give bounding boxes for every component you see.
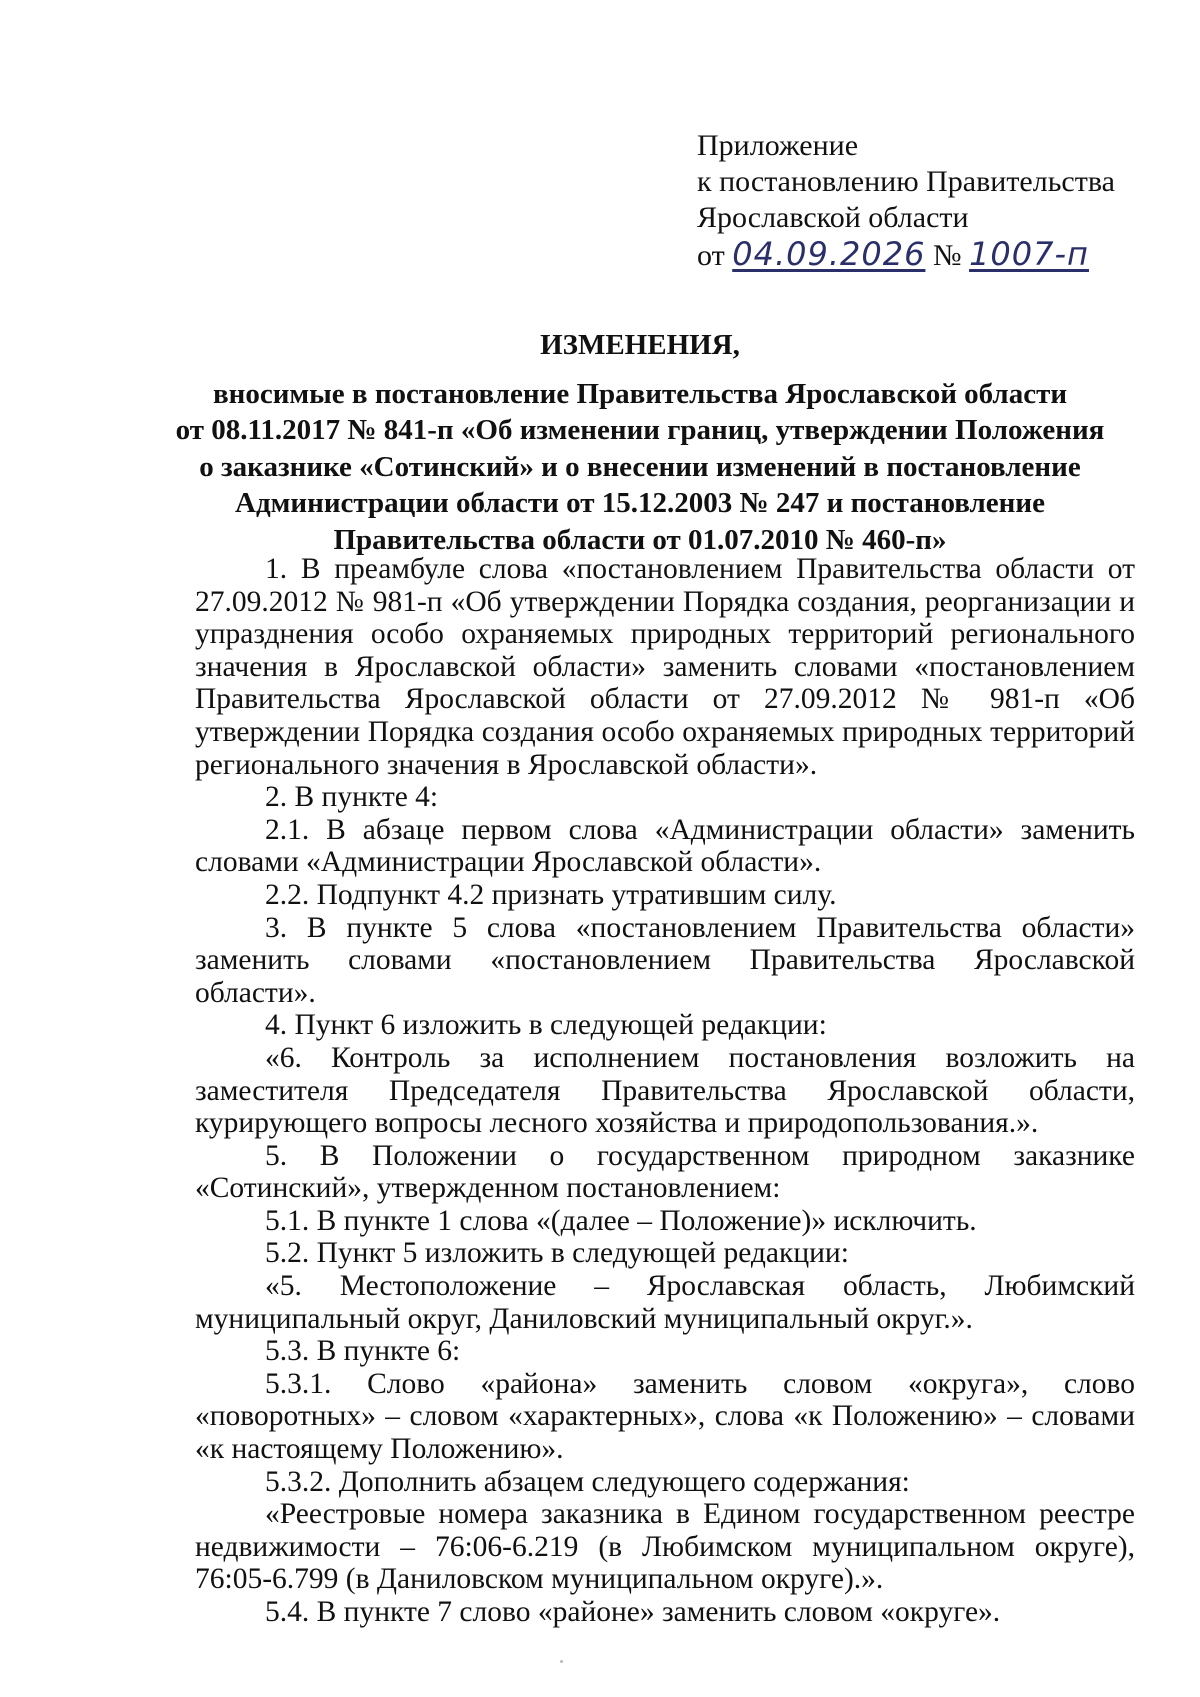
paragraph: 5.3.2. Дополнить абзацем следующего содержания: [265,1465,910,1498]
appendix-region: Ярославской области [697,201,969,234]
document-body [195,553,1135,1629]
title-line: от 08.11.2017 № 841-п «Об изменении границ, утверждении Положения [175,414,1105,446]
appendix-date-number-line [697,236,1157,274]
paragraph: 5.4. В пункте 7 слово «районе» заменить словом «округе». [265,1596,1001,1628]
appendix-resolution-ref: к постановлению Правительства [697,165,1115,198]
title-main: ИЗМЕНЕНИЯ, [540,329,740,361]
paragraph: 2. В пункте 4: [265,781,439,814]
document-title [140,327,1140,558]
paragraph: 5. В Положении о государственном природном заказнике «Сотинский», утвержденном постановлением: [195,1139,1135,1205]
handwritten-number: 1007-п [969,235,1089,273]
paragraph: «6. Контроль за исполнением постановления возложить на заместителя Председателя Правительства Ярославской области, курирующего вопросы лесного хозяйства и природопользования.». [195,1041,1135,1140]
paragraph: 4. Пункт 6 изложить в следующей редакции: [265,1009,827,1042]
date-prefix: от [697,239,725,272]
paragraph: 5.1. В пункте 1 слова «(далее – Положение)» исключить. [265,1204,977,1237]
title-line: вносимые в постановление Правительства Ярославской области [212,377,1068,410]
paragraph: 5.2. Пункт 5 изложить в следующей редакции: [265,1237,849,1270]
title-line: о заказнике «Сотинский» и о внесении изменений в постановление [199,450,1081,483]
paragraph: «5. Местоположение – Ярославская область, Любимский муниципальный округ, Даниловский муниципальный округ.». [195,1270,1135,1335]
paragraph: 5.3. В пункте 6: [265,1335,461,1368]
appendix-header [697,128,1157,274]
scan-speck [560,1660,563,1663]
paragraph: 1. В преамбуле слова «постановлением Правительства области от 27.09.2012 № 981-п «Об утверждении Порядка создания, реорганизации и упразднения особо охраняемых природных территорий регионального значения в Ярославской области» заменить словами «постановлением Правительства Ярославской области от 27.09.2012 № 981-п «Об утверждении Порядка создания особо охраняемых природных территорий регионального значения в Ярославской области». [195,553,1135,781]
paragraph: 5.3.1. Слово «района» заменить словом «округа», слово «поворотных» – словом «характерных», слова «к Положению» – словами «к настоящему Положению». [195,1367,1135,1466]
appendix-label: Приложение [697,129,859,162]
number-sign: № [932,239,962,272]
title-line: Правительства области от 01.07.2010 № 460-п» [333,523,947,556]
paragraph: 2.1. В абзаце первом слова «Администрации области» заменить словами «Администрации Ярославской области». [195,813,1135,879]
handwritten-date: 04.09.2026 [732,235,926,273]
paragraph: «Реестровые номера заказника в Едином государственном реестре недвижимости – 76:06-6.219 (в Любимском муниципальном округе), 76:05-6.799 (в Даниловском муниципальном округе).». [195,1498,1135,1596]
paragraph: 3. В пункте 5 слова «постановлением Правительства области» заменить словами «постановлением Правительства Ярославской области». [195,911,1135,1009]
title-line: Администрации области от 15.12.2003 № 247 и постановление [235,487,1045,519]
paragraph: 2.2. Подпункт 4.2 признать утратившим силу. [265,878,837,911]
